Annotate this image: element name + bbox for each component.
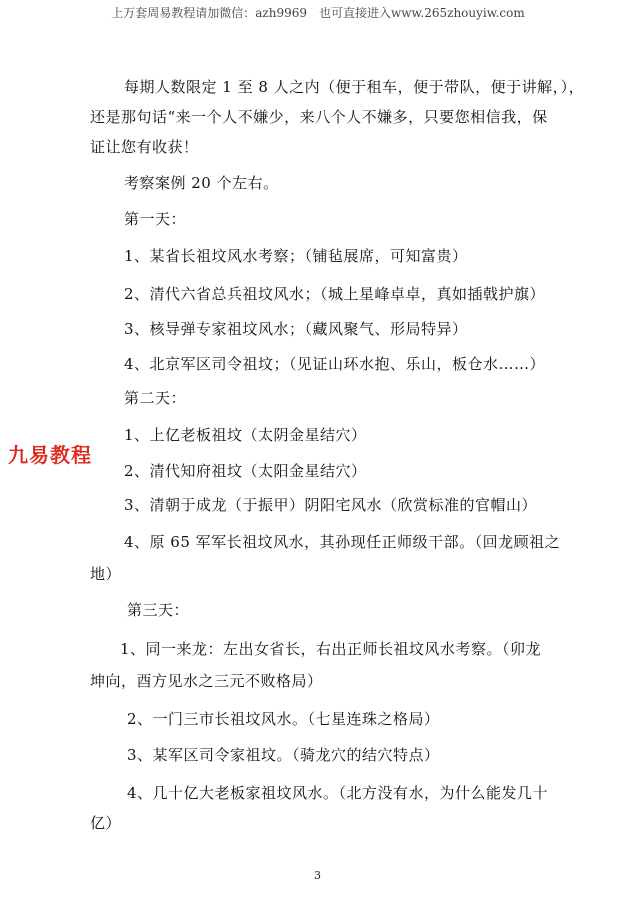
day-heading: 第一天： [124,210,187,228]
text-line: 3、清朝于成龙（于振甲）阴阳宅风水（欣赏标准的官帽山） [124,496,538,514]
text-line: 每期人数限定 1 至 8 人之内（便于租车，便于带队，便于讲解，）， [124,78,585,96]
text-line: 1、上亿老板祖坟（太阴金星结穴） [124,426,367,444]
text-line: 4、几十亿大老板家祖坟风水。（北方没有水，为什么能发几十 [127,784,549,802]
text-line: 证让您有收获！ [90,138,199,156]
text-line: 地） [90,565,122,583]
text-line: 还是那句话“来一个人不嫌少，来八个人不嫌多，只要您相信我，保 [90,108,548,126]
text-line: 1、同一来龙：左出女省长，右出正师长祖坟风水考察。（卯龙 [120,640,542,658]
page-header: 上万套周易教程请加微信：azh9969 也可直接进入www.265zhouyiw.com [111,6,525,20]
text-line: 坤向，酉方见水之三元不败格局） [90,672,323,690]
text-line: 4、北京军区司令祖坟；（见证山环水抱、乐山，板仓水……） [124,355,546,373]
text-line: 2、一门三市长祖坟风水。（七星连珠之格局） [127,710,440,728]
day-heading: 第二天： [124,389,187,407]
text-line: 4、原 65 军军长祖坟风水，其孙现任正师级干部。（回龙顾祖之 [124,533,561,551]
text-line: 2、清代六省总兵祖坟风水；（城上星峰卓卓，真如插戟护旗） [124,285,546,303]
text-line: 1、某省长祖坟风水考察；（铺毡展席，可知富贵） [124,247,468,265]
watermark-label: 九易教程 [8,443,92,467]
text-line: 考察案例 20 个左右。 [124,174,279,192]
page-number: 3 [314,869,321,882]
text-line: 3、某军区司令家祖坟。（骑龙穴的结穴特点） [127,746,440,764]
text-line: 2、清代知府祖坟（太阳金星结穴） [124,462,367,480]
text-line: 亿） [90,814,122,832]
text-line: 3、核导弹专家祖坟风水；（藏风聚气、形局特异） [124,320,468,338]
day-heading: 第三天： [127,601,190,619]
